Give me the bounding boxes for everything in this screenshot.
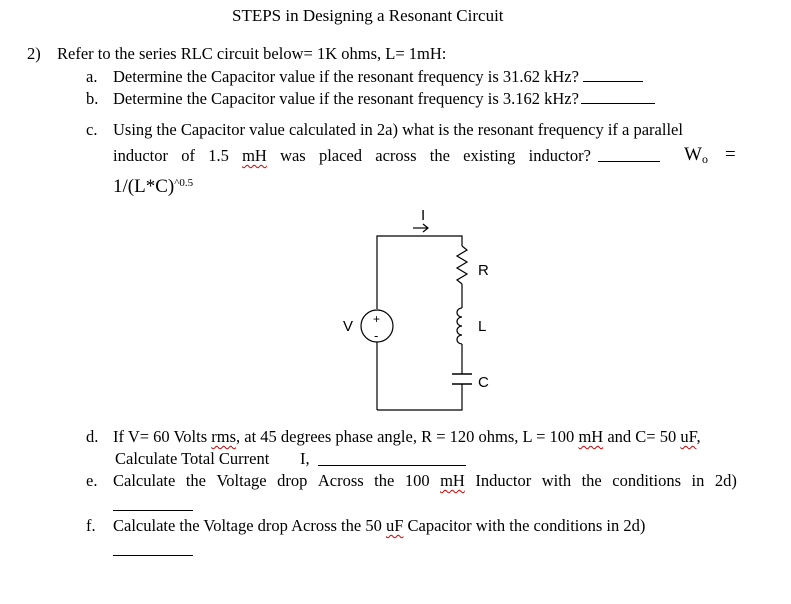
word: 1.5: [208, 146, 229, 165]
current-label: I: [421, 207, 426, 224]
wire-top: [377, 236, 462, 309]
item-c-line1: Using the Capacitor value calculated in 2a) what is the resonant frequency if a parallel: [113, 120, 683, 139]
item-d-letter: d.: [86, 427, 99, 446]
answer-blank-c[interactable]: [598, 147, 660, 162]
resonance-formula: $1/(L*C)^{\^{}0.5}$: [113, 176, 194, 197]
item-b-question: Determine the Capacitor value if the resonant frequency is 3.162 kHz?: [113, 89, 579, 108]
page-title: STEPS in Designing a Resonant Circuit: [232, 6, 504, 25]
answer-blank-b[interactable]: [581, 89, 655, 104]
inductor-icon: [457, 308, 462, 344]
item-b-letter: b.: [86, 89, 99, 108]
word: inductor?: [528, 146, 591, 165]
word: in: [691, 471, 705, 490]
word: existing: [463, 146, 516, 165]
question-number: 2): [27, 44, 41, 63]
inductor-label: L: [478, 318, 487, 335]
item-a-question: Determine the Capacitor value if the resonant frequency is 31.62 kHz?: [113, 67, 579, 86]
item-c-line2: [113, 146, 591, 166]
word: 2d): [714, 471, 737, 490]
word: Inductor: [475, 471, 532, 490]
word-rms: rms: [211, 427, 236, 446]
equals-sign: =: [725, 144, 736, 165]
item-e-text: [113, 471, 737, 491]
word: of: [181, 146, 195, 165]
source-minus: -: [374, 328, 379, 343]
item-d-line2: Calculate Total Current: [115, 449, 270, 468]
capacitor-label: C: [478, 374, 489, 391]
word: Voltage: [216, 471, 267, 490]
word-mH: mH: [242, 146, 267, 165]
word: drop: [277, 471, 308, 490]
word: conditions: [612, 471, 682, 490]
word: across: [375, 146, 417, 165]
answer-blank-a[interactable]: [583, 67, 643, 82]
word: placed: [318, 146, 363, 165]
rlc-circuit-diagram: [330, 200, 520, 420]
wire-bottom: [377, 384, 462, 410]
word: inductor: [113, 146, 168, 165]
item-d-line1: If V= 60 Volts rms, at 45 degrees phase angle, R = 120 ohms, L = 100 mH and C= 50 uF,: [113, 427, 701, 446]
voltage-label: V: [343, 318, 354, 335]
word-mH: mH: [440, 471, 465, 490]
item-b-text: [113, 89, 655, 109]
resistor-label: R: [478, 262, 489, 279]
source-plus: +: [373, 312, 381, 326]
word: Calculate: [113, 471, 176, 490]
word: the: [581, 471, 602, 490]
word: with: [541, 471, 572, 490]
item-c-letter: c.: [86, 120, 98, 139]
item-a-letter: a.: [86, 67, 98, 86]
resistor-icon: [457, 246, 467, 284]
omega-symbol: Wo: [684, 144, 708, 166]
question-intro: Refer to the series RLC circuit below= 1K ohms, L= 1mH:: [57, 44, 447, 63]
word: the: [374, 471, 395, 490]
word: 100: [404, 471, 430, 490]
word: Across: [317, 471, 364, 490]
item-f-text: Calculate the Voltage drop Across the 50 uF Capacitor with the conditions in 2d): [113, 516, 646, 535]
answer-blank-d[interactable]: [318, 451, 466, 466]
word-mH: mH: [578, 427, 604, 446]
answer-blank-f[interactable]: [113, 541, 193, 556]
item-a-text: [113, 67, 643, 87]
word: the: [185, 471, 206, 490]
item-d-var: I,: [300, 449, 310, 468]
word: the: [429, 146, 450, 165]
word-uF: uF: [680, 427, 697, 446]
answer-blank-e[interactable]: [113, 496, 193, 511]
item-e-letter: e.: [86, 471, 98, 490]
item-f-letter: f.: [86, 516, 96, 535]
word: was: [280, 146, 306, 165]
word-uF: uF: [385, 516, 404, 535]
